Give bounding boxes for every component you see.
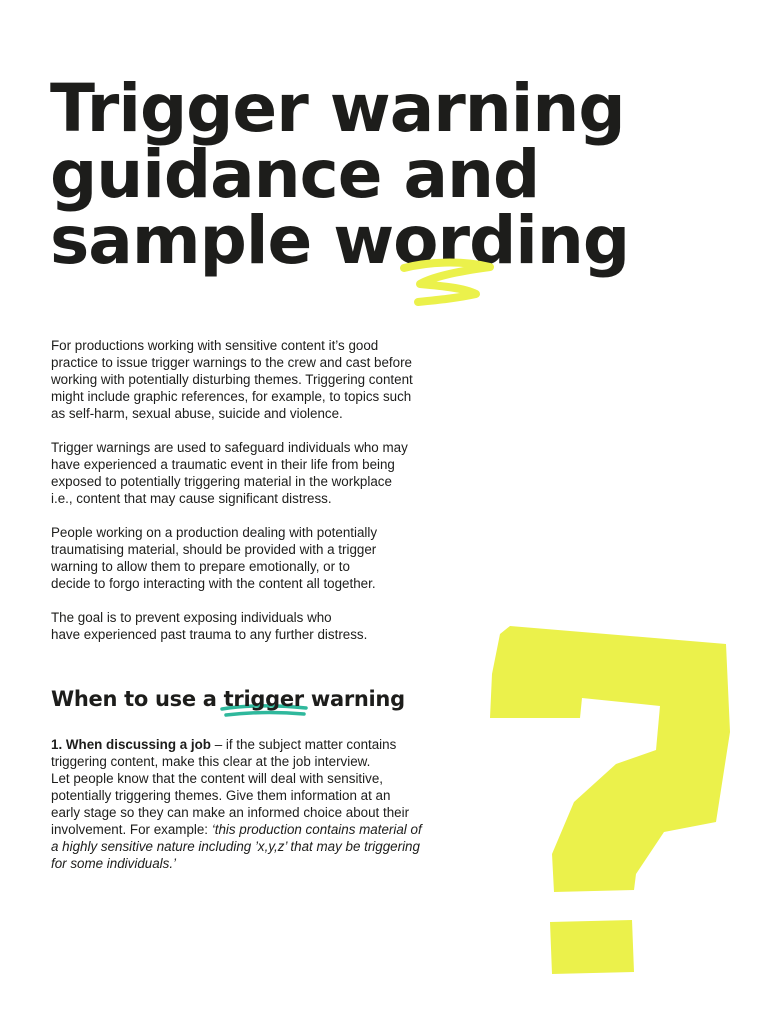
text-line: early stage so they can make an informed choice about their [51, 805, 410, 820]
question-mark-graphic [486, 622, 732, 978]
page-title-line-1: Trigger warning [50, 70, 625, 147]
text-line: warning to allow them to prepare emotionally, or to [51, 559, 350, 574]
page-title-line-2: guidance and [50, 136, 540, 213]
text-line: practice to issue trigger warnings to the crew and cast before [51, 355, 412, 370]
text-line [51, 855, 491, 872]
page-title [50, 70, 630, 279]
text-line: working with potentially disturbing themes. Triggering content [51, 372, 413, 387]
example-quote: a highly sensitive nature including ’x,y,z’ that may be triggering [51, 839, 420, 854]
page-title-line-3: sample wording [50, 202, 630, 279]
section-heading: When to use a trigger warning [51, 687, 405, 711]
intro-paragraph-1 [51, 337, 491, 422]
text-line: have experienced past trauma to any further distress. [51, 627, 368, 642]
text-line: as self-harm, sexual abuse, suicide and violence. [51, 406, 343, 421]
example-quote: for some individuals.’ [51, 856, 177, 871]
text-line: Let people know that the content will deal with sensitive, [51, 771, 383, 786]
text-line: exposed to potentially triggering material in the workplace [51, 474, 392, 489]
intro-paragraph-3 [51, 524, 491, 592]
text-line: Trigger warnings are used to safeguard individuals who may [51, 440, 408, 455]
step-1 [51, 736, 491, 872]
text-line: might include graphic references, for example, to topics such [51, 389, 412, 404]
text-line: potentially triggering themes. Give them information at an [51, 788, 391, 803]
text-line: For productions working with sensitive content it’s good [51, 338, 379, 353]
text-line [51, 838, 491, 855]
text-line: traumatising material, should be provided with a trigger [51, 542, 377, 557]
step-1-label: 1. When discussing a job [51, 737, 211, 752]
example-quote: ‘this production contains material of [211, 822, 422, 837]
text-line: decide to forgo interacting with the content all together. [51, 576, 376, 591]
intro-paragraph-4 [51, 609, 491, 643]
text-fragment: involvement. For example: [51, 822, 212, 837]
intro-paragraph-2 [51, 439, 491, 507]
text-line: have experienced a traumatic event in their life from being [51, 457, 395, 472]
yellow-scribble-decoration [398, 258, 498, 310]
text-line: The goal is to prevent exposing individuals who [51, 610, 332, 625]
text-line [51, 821, 491, 838]
text-line [51, 736, 491, 753]
text-line: triggering content, make this clear at the job interview. [51, 754, 371, 769]
text-line: People working on a production dealing with potentially [51, 525, 378, 540]
text-line: i.e., content that may cause significant distress. [51, 491, 332, 506]
intro-text [51, 337, 491, 660]
text-fragment: – if the subject matter contains [210, 737, 397, 752]
